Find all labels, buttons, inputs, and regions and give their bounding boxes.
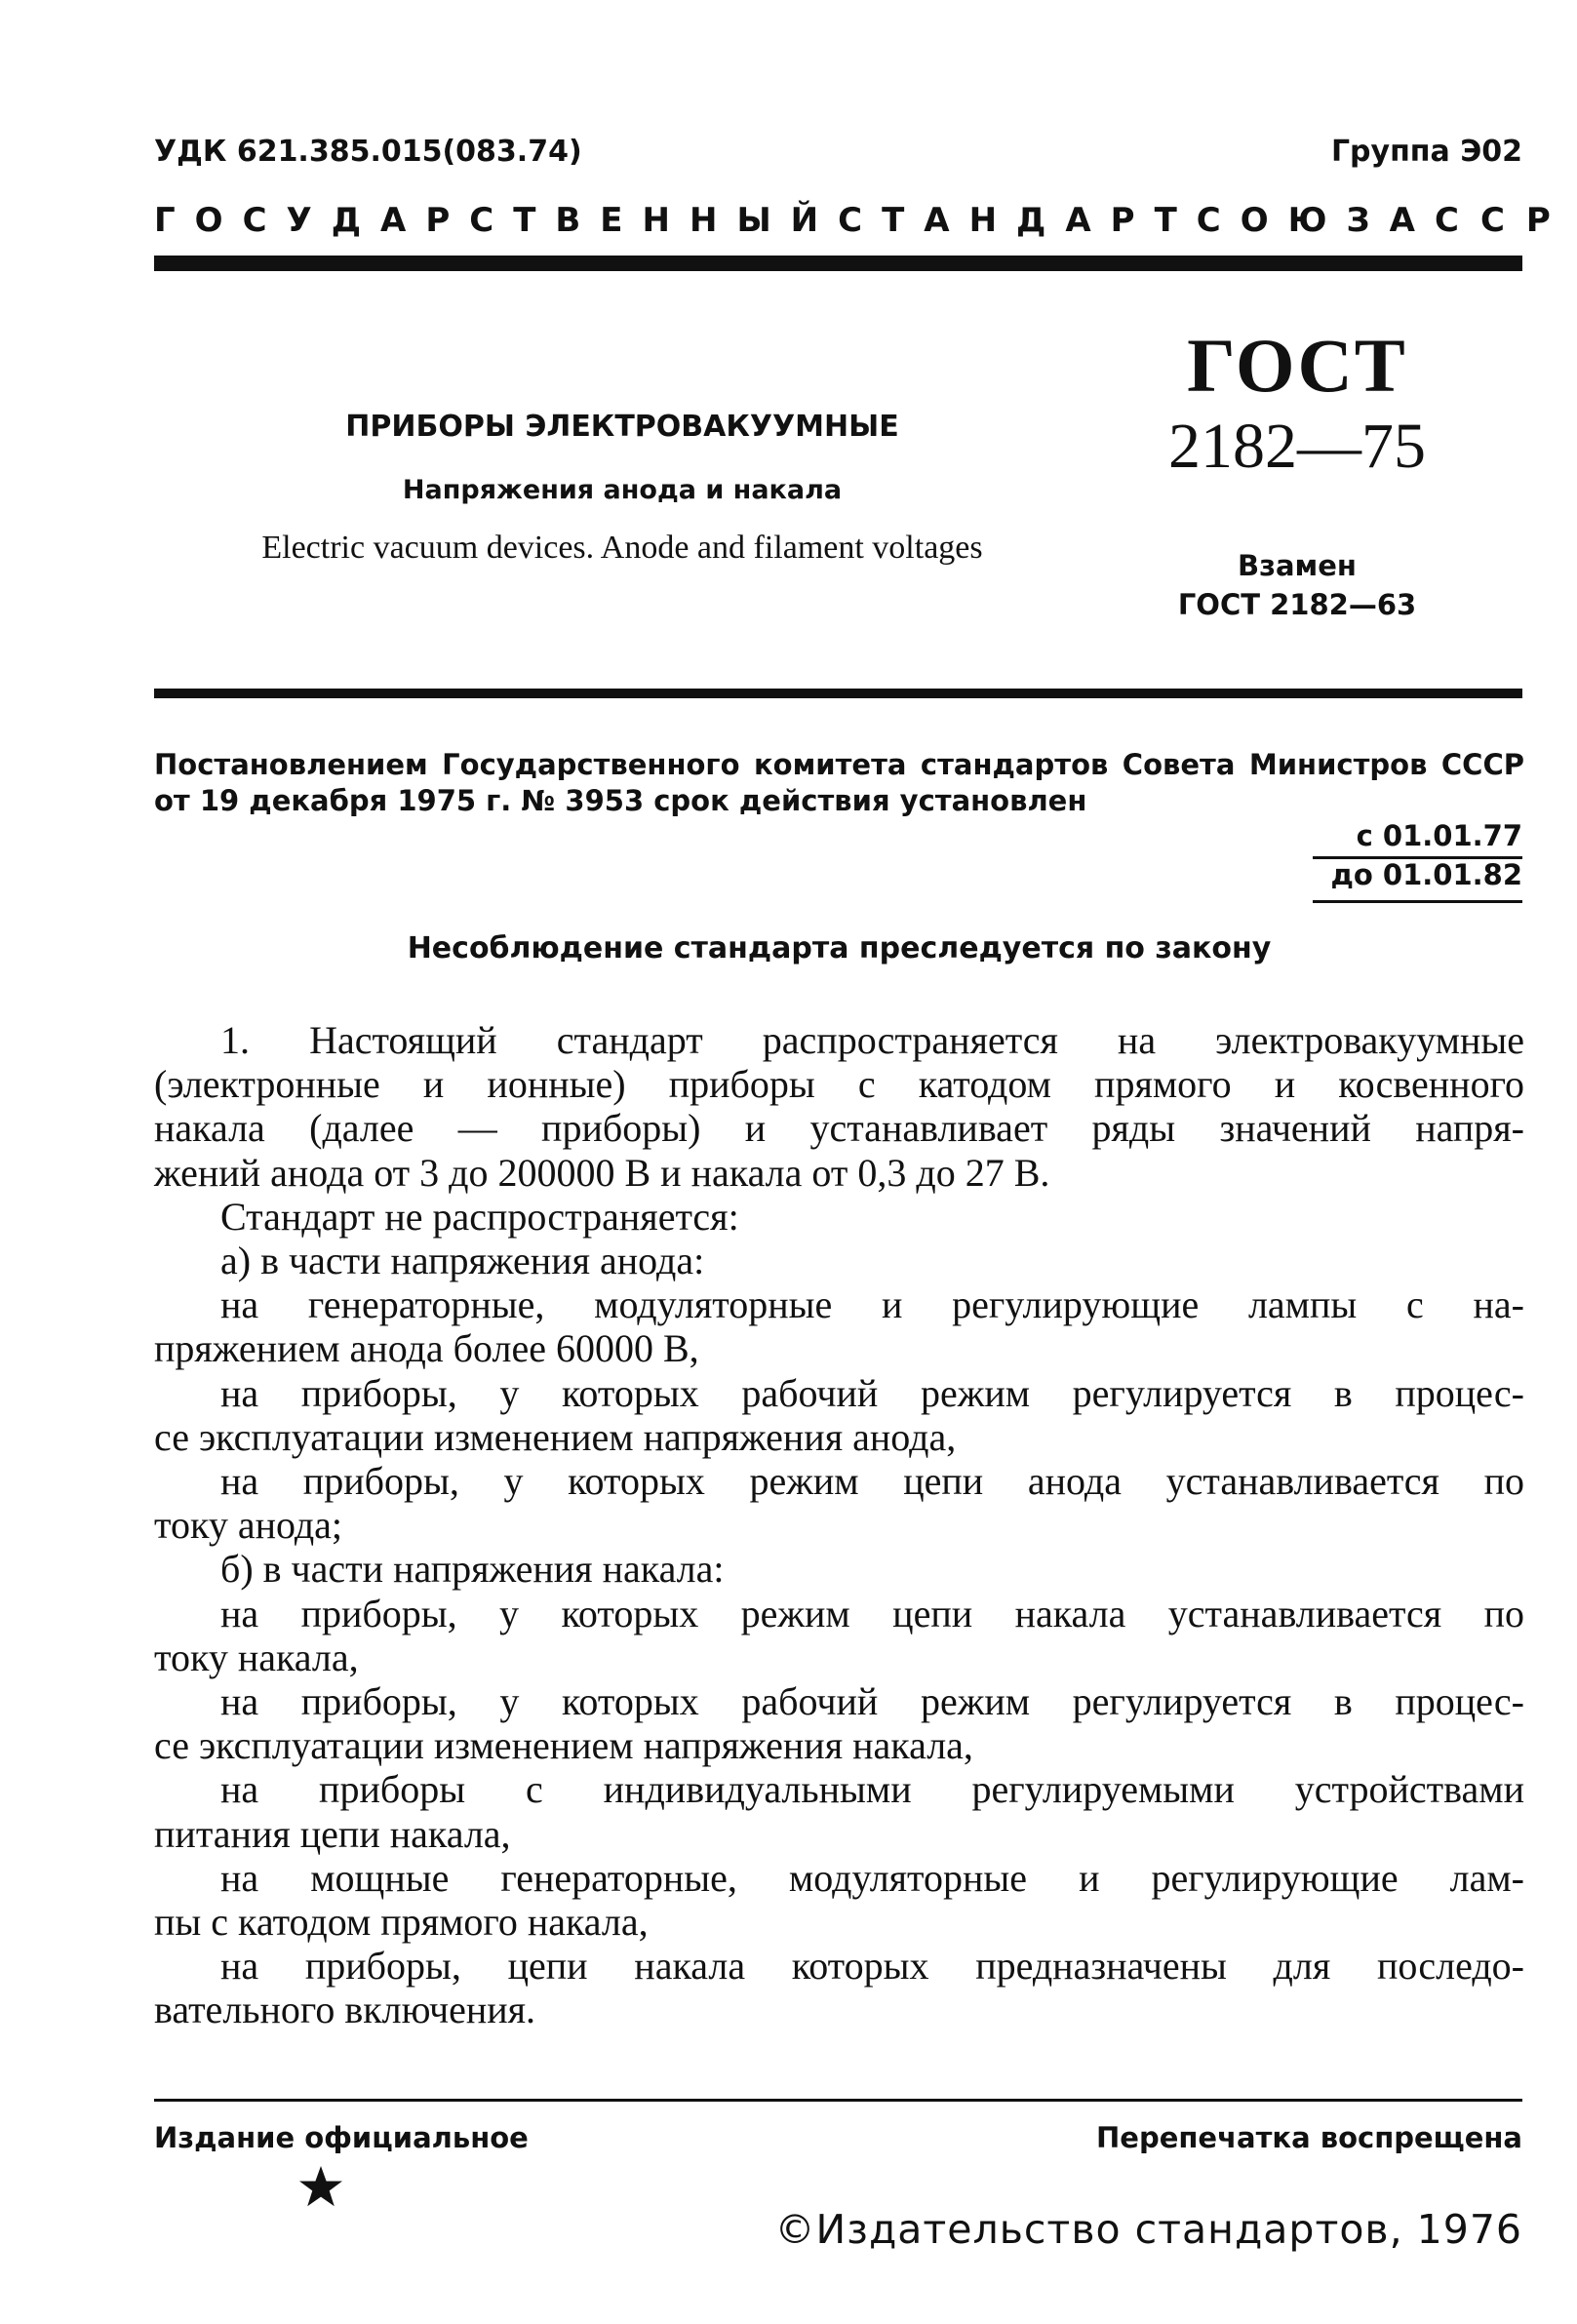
decree-line: от 19 декабря 1975 г. № 3953 срок действия установлен — [154, 784, 1087, 817]
body-line: жений анода от 3 до 200000 В и накала от 0,3 до 27 В. — [154, 1150, 1050, 1195]
group-code: Группа Э02 — [1330, 135, 1522, 169]
body-line: а) в части напряжения анода: — [220, 1239, 705, 1283]
body-line: току накала, — [154, 1635, 359, 1679]
document-title: ПРИБОРЫ ЭЛЕКТРОВАКУУМНЫЕ — [345, 410, 899, 444]
body-line: вательного включения. — [154, 1988, 536, 2032]
body-line: на приборы, цепи накала которых предназначены для последо- — [220, 1944, 1524, 1989]
body-line: 1. Настоящий стандарт распространяется на электровакуумные — [220, 1018, 1524, 1062]
body-line: на генераторные, модуляторные и регулирующие лампы с на- — [220, 1282, 1524, 1327]
footer-divider — [154, 2099, 1522, 2102]
document-subtitle: Напряжения анода и накала — [402, 475, 843, 505]
decree-line: Постановлением Государственного комитета стандартов Совета Министров СССР — [154, 748, 1524, 781]
body-line: на приборы, у которых рабочий режим регулируется в процес- — [220, 1370, 1524, 1415]
body-line: се эксплуатации изменением напряжения накала, — [154, 1723, 973, 1768]
document-title-english: Electric vacuum devices. Anode and filament voltages — [261, 530, 983, 566]
body-line: накала (далее — приборы) и устанавливает ряды значений напря- — [154, 1106, 1524, 1151]
title-divider — [154, 689, 1522, 698]
state-standard-word: ГОСУДАРСТВЕННЫЙ — [154, 201, 839, 240]
body-line: пряжением анода более 60000 В, — [154, 1326, 699, 1371]
header-divider — [154, 256, 1522, 271]
legal-warning: Несоблюдение стандарта преследуется по закону — [407, 931, 1272, 965]
body-line: току анода; — [154, 1503, 343, 1548]
replaces-label: Взамен — [1238, 549, 1357, 582]
body-line: се эксплуатации изменением напряжения анода, — [154, 1414, 957, 1459]
reprint-prohibited-label: Перепечатка воспрещена — [1096, 2121, 1522, 2154]
body-text — [154, 1018, 1524, 2032]
body-line: б) в части напряжения накала: — [220, 1547, 725, 1592]
official-edition-label: Издание официальное — [154, 2121, 529, 2154]
body-line: питания цепи накала, — [154, 1811, 511, 1856]
state-standard-word: СОЮЗА — [1196, 201, 1435, 240]
state-standard-heading — [154, 201, 1572, 240]
body-line: на мощные генераторные, модуляторные и регулирующие лам- — [220, 1855, 1524, 1900]
validity-start-date: с 01.01.77 — [1356, 819, 1522, 852]
star-icon — [297, 2163, 344, 2210]
gost-label: ГОСТ — [1187, 323, 1407, 408]
copyright-notice: ©Издательство стандартов, 1976 — [774, 2206, 1522, 2253]
body-line: (электронные и ионные) приборы с катодом прямого и косвенного — [154, 1062, 1524, 1107]
gost-number: 2182—75 — [1168, 411, 1426, 482]
date-underline — [1313, 900, 1522, 903]
state-standard-word: СТАНДАРТ — [838, 201, 1197, 240]
body-line: Стандарт не распространяется: — [220, 1194, 739, 1239]
body-line: на приборы с индивидуальными регулируемыми устройствами — [220, 1767, 1524, 1812]
body-line: на приборы, у которых режим цепи накала устанавливается по — [220, 1591, 1524, 1635]
validity-end-date: до 01.01.82 — [1330, 858, 1522, 891]
body-line: пы с катодом прямого накала, — [154, 1900, 649, 1945]
replaces-number: ГОСТ 2182—63 — [1177, 588, 1417, 621]
body-line: на приборы, у которых режим цепи анода устанавливается по — [220, 1459, 1524, 1504]
udk-code: УДК 621.385.015(083.74) — [154, 135, 582, 169]
state-standard-word: ССР — [1435, 201, 1572, 240]
body-line: на приборы, у которых рабочий режим регулируется в процес- — [220, 1679, 1524, 1724]
